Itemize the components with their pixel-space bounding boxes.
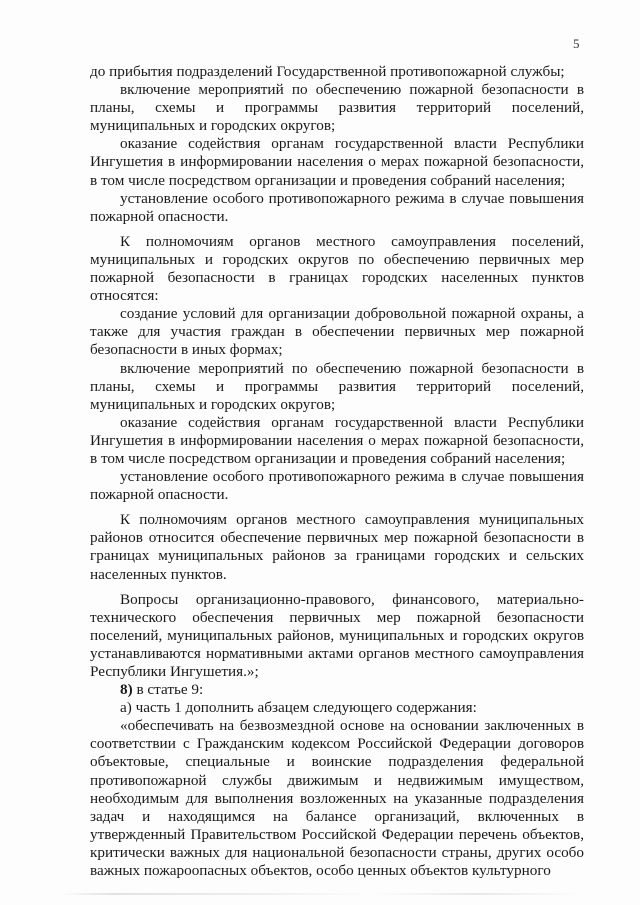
paragraph-13: а) часть 1 дополнить абзацем следующего содержания:: [120, 699, 477, 717]
page-number: 5: [573, 36, 580, 51]
paragraph-12: [90, 681, 584, 699]
paragraph-1: до прибытия подразделений Государственной противопожарной службы;: [90, 63, 565, 80]
paragraph-14: «обеспечивать на безвозмездной основе на основании заключенных в соответствии с Гражданским кодексом Российской Федерации договоров объектовые, специальные и воинские подразделения федеральной противопожарной службы движимым и недвижимым имуществом, необходимым для выполнения возложенных на указанные подразделения задач и находящимся на балансе организаций, включенных в утвержденный Правительством Российской Федерации перечень объектов, критически важных для национальной безопасности страны, других особо важных пожароопасных объектов, особо ценных объектов культурного: [90, 717, 584, 880]
paragraph-11: Вопросы организационно-правового, финансового, материально-технического обеспечения первичных мер пожарной безопасности поселений, муниципальных районов, муниципальных и городских округов устанавливаются нормативными актами органов местного самоуправления Республики Ингушетия.»;: [90, 590, 584, 680]
paragraph-4: установление особого противопожарного режима в случае повышения пожарной опасности.: [90, 189, 584, 225]
paragraph-5: К полномочиям органов местного самоуправления поселений, муниципальных и городских округов по обеспечению первичных мер пожарной безопасности в границах городских населенных пунктов относятся:: [90, 232, 584, 305]
item-number: 8): [120, 681, 133, 699]
paragraph-9: установление особого противопожарного режима в случае повышения пожарной опасности.: [90, 468, 584, 504]
paragraph-10: К полномочиям органов местного самоуправления муниципальных районов относится обеспечение первичных мер пожарной безопасности в границах муниципальных районов за границами городских и сельских населенных пунктов.: [90, 511, 584, 583]
scan-artifact-divider: [60, 893, 580, 895]
item-text: в статье 9:: [132, 681, 204, 699]
paragraph-7: включение мероприятий по обеспечению пожарной безопасности в планы, схемы и программы развития территорий поселений, муниципальных и городских округов;: [90, 359, 584, 413]
paragraph-3: оказание содействия органам государственной власти Республики Ингушетия в информировании населения о мерах пожарной безопасности, в том числе посредством организации и проведения собраний населения;: [90, 135, 584, 189]
document-body: [90, 63, 584, 880]
paragraph-2: включение мероприятий по обеспечению пожарной безопасности в планы, схемы и программы развития территорий поселений, муниципальных и городских округов;: [90, 81, 584, 135]
paragraph-8: оказание содействия органам государственной власти Республики Ингушетия в информировании населения о мерах пожарной безопасности, в том числе посредством организации и проведения собраний населения;: [90, 413, 584, 467]
paragraph-6: создание условий для организации добровольной пожарной охраны, а также для участия граждан в обеспечении первичных мер пожарной безопасности в иных формах;: [90, 305, 584, 359]
